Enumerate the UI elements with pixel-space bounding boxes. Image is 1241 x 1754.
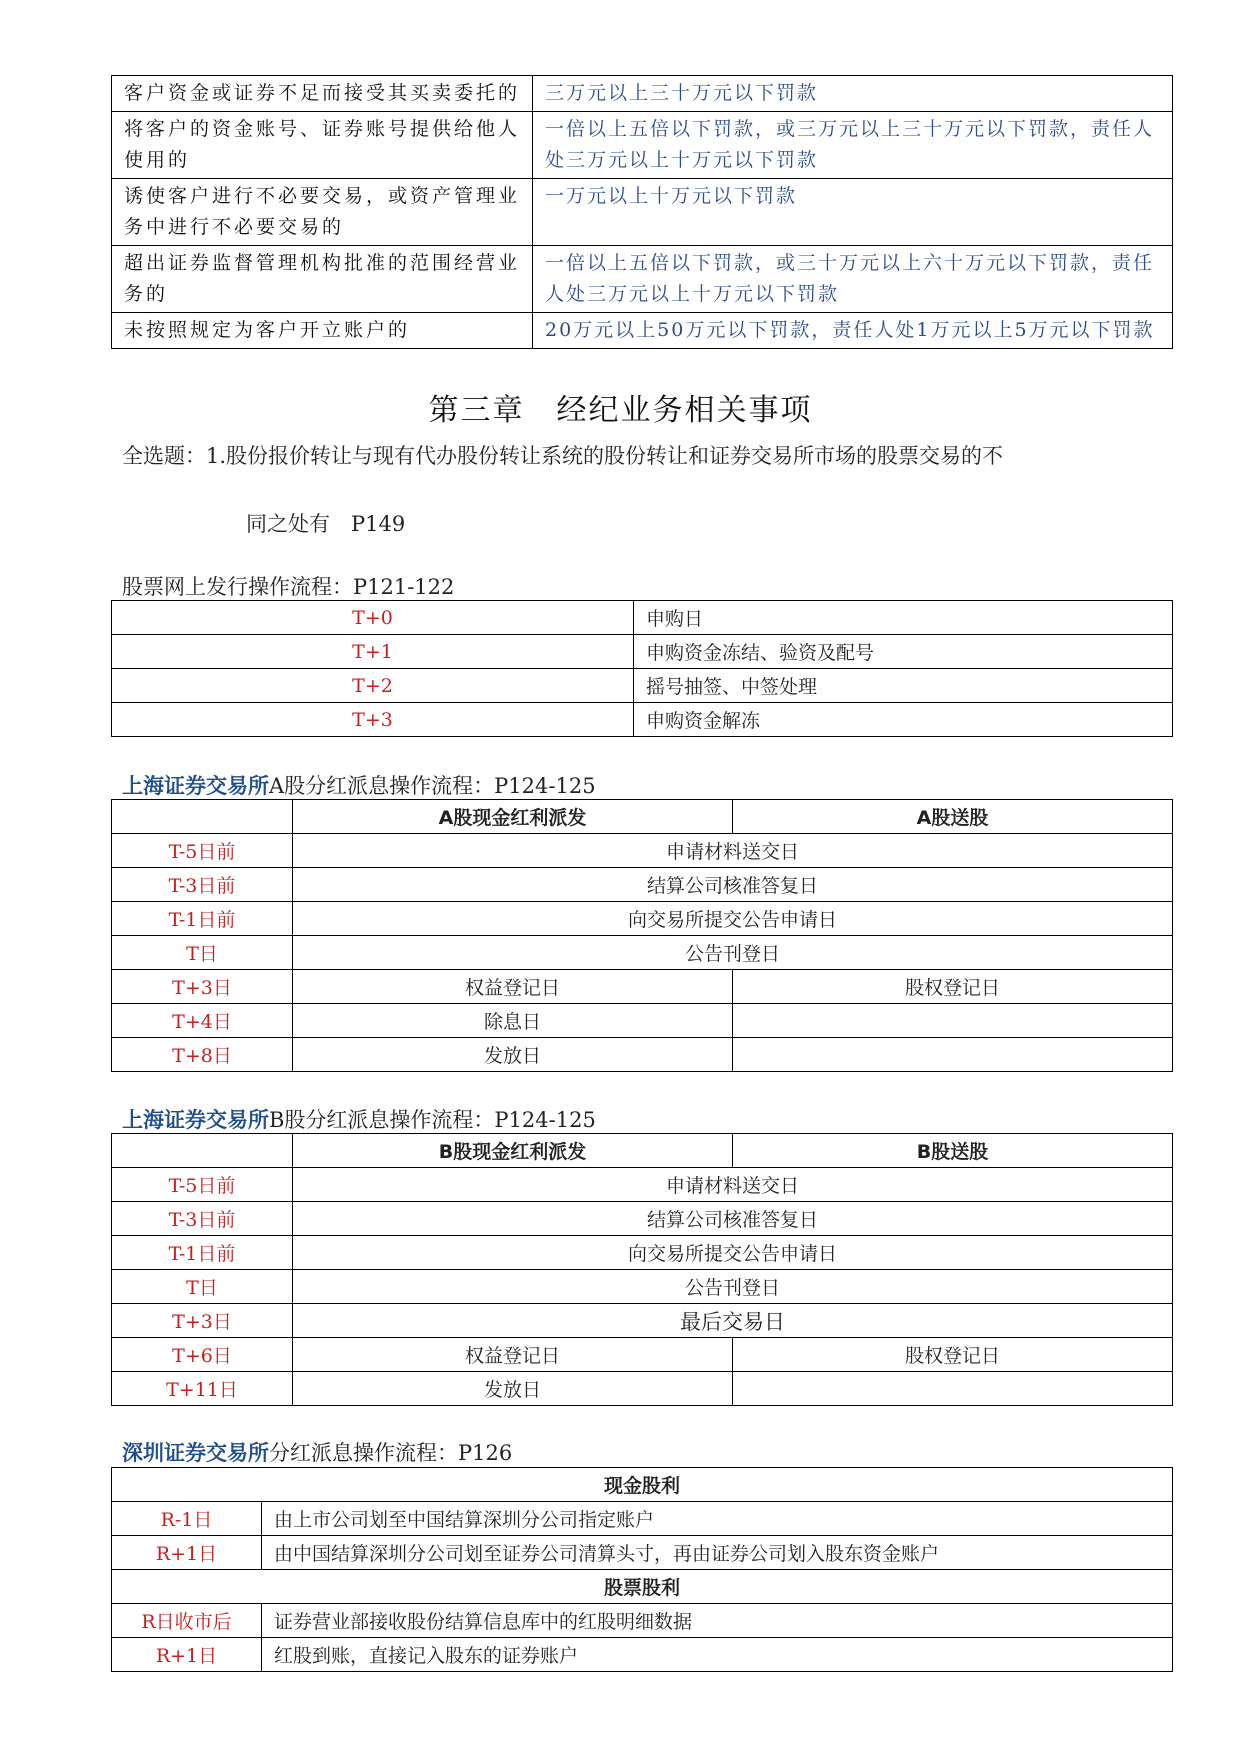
desc-cell: 公告刊登日 — [293, 936, 1173, 970]
table-row — [112, 1536, 1173, 1570]
table-row — [112, 1304, 1173, 1338]
day-cell: R-1日 — [112, 1502, 262, 1536]
day-cell: T+3 — [112, 703, 634, 737]
table-row — [112, 1168, 1173, 1202]
cash-cell: 发放日 — [293, 1038, 733, 1072]
stock-cell — [733, 1038, 1173, 1072]
cash-dividend-header: 现金股利 — [112, 1468, 1173, 1502]
title-rest: B股分红派息操作流程：P124-125 — [269, 1108, 596, 1132]
ipo-title: 股票网上发行操作流程：P121-122 — [122, 575, 455, 599]
sh-b-table — [111, 1133, 1173, 1406]
day-cell: R+1日 — [112, 1536, 262, 1570]
cash-cell: 权益登记日 — [293, 1338, 733, 1372]
desc-cell: 红股到账，直接记入股东的证券账户 — [262, 1638, 1173, 1672]
violation-cell: 未按照规定为客户开立账户的 — [112, 313, 533, 349]
ipo-table — [111, 600, 1173, 737]
stock-dividend-header: 股票股利 — [112, 1570, 1173, 1604]
sh-b-title — [122, 1104, 596, 1134]
stock-cell — [733, 1004, 1173, 1038]
desc-cell: 由中国结算深圳分公司划至证券公司清算头寸，再由证券公司划入股东资金账户 — [262, 1536, 1173, 1570]
violation-cell: 超出证券监督管理机构批准的范围经营业务的 — [112, 246, 533, 313]
table-row — [112, 246, 1173, 313]
table-row — [112, 179, 1173, 246]
desc-cell: 向交易所提交公告申请日 — [293, 902, 1173, 936]
exchange-name: 上海证券交易所 — [122, 1107, 269, 1132]
day-cell: T+3日 — [112, 1304, 293, 1338]
title-rest: 分红派息操作流程：P126 — [269, 1441, 513, 1465]
day-cell: R日收市后 — [112, 1604, 262, 1638]
desc-cell: 摇号抽签、中签处理 — [634, 669, 1173, 703]
stock-cell: 股权登记日 — [733, 970, 1173, 1004]
table-row — [112, 1502, 1173, 1536]
desc-cell: 申购日 — [634, 601, 1173, 635]
desc-cell: 公告刊登日 — [293, 1270, 1173, 1304]
desc-cell: 结算公司核准答复日 — [293, 868, 1173, 902]
col-header: B股送股 — [733, 1134, 1173, 1168]
day-cell: T+11日 — [112, 1372, 293, 1406]
desc-cell: 申购资金冻结、验资及配号 — [634, 635, 1173, 669]
table-row — [112, 1236, 1173, 1270]
col-header: A股送股 — [733, 800, 1173, 834]
chapter-title: 第三章 经纪业务相关事项 — [428, 393, 813, 428]
stock-cell — [733, 1372, 1173, 1406]
table-row — [112, 313, 1173, 349]
desc-cell: 向交易所提交公告申请日 — [293, 1236, 1173, 1270]
col-header: B股现金红利派发 — [293, 1134, 733, 1168]
day-cell: T-1日前 — [112, 1236, 293, 1270]
table-row — [112, 834, 1173, 868]
sz-title — [122, 1437, 512, 1467]
table-row — [112, 1004, 1173, 1038]
desc-cell: 最后交易日 — [293, 1304, 1173, 1338]
question-line-1: 全选题：1.股份报价转让与现有代办股份转让系统的股份转让和证券交易所市场的股票交易的不 — [122, 444, 1004, 468]
question-line-2: 同之处有 P149 — [246, 512, 406, 536]
table-row — [112, 112, 1173, 179]
table-row — [112, 970, 1173, 1004]
day-cell: T+3日 — [112, 970, 293, 1004]
table-row — [112, 868, 1173, 902]
day-cell: T-1日前 — [112, 902, 293, 936]
stock-cell: 股权登记日 — [733, 1338, 1173, 1372]
day-cell: T+4日 — [112, 1004, 293, 1038]
table-row — [112, 703, 1173, 737]
header-row — [112, 800, 1173, 834]
table-row — [112, 601, 1173, 635]
table-row — [112, 635, 1173, 669]
sz-table — [111, 1467, 1173, 1672]
table-row — [112, 1202, 1173, 1236]
penalty-cell: 一万元以上十万元以下罚款 — [533, 179, 1173, 246]
table-row — [112, 902, 1173, 936]
violation-cell: 客户资金或证券不足而接受其买卖委托的 — [112, 76, 533, 112]
blank-header — [112, 800, 293, 834]
day-cell: T+2 — [112, 669, 634, 703]
penalty-cell: 20万元以上50万元以下罚款，责任人处1万元以上5万元以下罚款 — [533, 313, 1173, 349]
day-cell: T-5日前 — [112, 1168, 293, 1202]
day-cell: T+0 — [112, 601, 634, 635]
sh-a-title — [122, 770, 596, 800]
table-row — [112, 1270, 1173, 1304]
day-cell: T+8日 — [112, 1038, 293, 1072]
table-row — [112, 1338, 1173, 1372]
col-header: A股现金红利派发 — [293, 800, 733, 834]
day-cell: R+1日 — [112, 1638, 262, 1672]
section-header-row — [112, 1468, 1173, 1502]
day-cell: T+1 — [112, 635, 634, 669]
blank-header — [112, 1134, 293, 1168]
day-cell: T-3日前 — [112, 868, 293, 902]
cash-cell: 除息日 — [293, 1004, 733, 1038]
violation-cell: 诱使客户进行不必要交易，或资产管理业务中进行不必要交易的 — [112, 179, 533, 246]
exchange-name: 上海证券交易所 — [122, 773, 269, 798]
table-row — [112, 669, 1173, 703]
desc-cell: 申购资金解冻 — [634, 703, 1173, 737]
day-cell: T+6日 — [112, 1338, 293, 1372]
sh-a-table — [111, 799, 1173, 1072]
penalty-cell: 三万元以上三十万元以下罚款 — [533, 76, 1173, 112]
day-cell: T-3日前 — [112, 1202, 293, 1236]
desc-cell: 申请材料送交日 — [293, 834, 1173, 868]
violation-cell: 将客户的资金账号、证券账号提供给他人使用的 — [112, 112, 533, 179]
title-rest: A股分红派息操作流程：P124-125 — [269, 774, 596, 798]
penalty-cell: 一倍以上五倍以下罚款，或三十万元以上六十万元以下罚款，责任人处三万元以上十万元以下罚款 — [533, 246, 1173, 313]
day-cell: T日 — [112, 936, 293, 970]
cash-cell: 权益登记日 — [293, 970, 733, 1004]
table-row — [112, 1038, 1173, 1072]
penalty-cell: 一倍以上五倍以下罚款，或三万元以上三十万元以下罚款，责任人处三万元以上十万元以下罚款 — [533, 112, 1173, 179]
desc-cell: 证券营业部接收股份结算信息库中的红股明细数据 — [262, 1604, 1173, 1638]
penalty-table — [111, 75, 1173, 349]
header-row — [112, 1134, 1173, 1168]
table-row — [112, 936, 1173, 970]
desc-cell: 由上市公司划至中国结算深圳分公司指定账户 — [262, 1502, 1173, 1536]
desc-cell: 申请材料送交日 — [293, 1168, 1173, 1202]
day-cell: T-5日前 — [112, 834, 293, 868]
cash-cell: 发放日 — [293, 1372, 733, 1406]
table-row — [112, 76, 1173, 112]
table-row — [112, 1604, 1173, 1638]
day-cell: T日 — [112, 1270, 293, 1304]
desc-cell: 结算公司核准答复日 — [293, 1202, 1173, 1236]
exchange-name: 深圳证券交易所 — [122, 1440, 269, 1465]
table-row — [112, 1638, 1173, 1672]
table-row — [112, 1372, 1173, 1406]
section-header-row — [112, 1570, 1173, 1604]
